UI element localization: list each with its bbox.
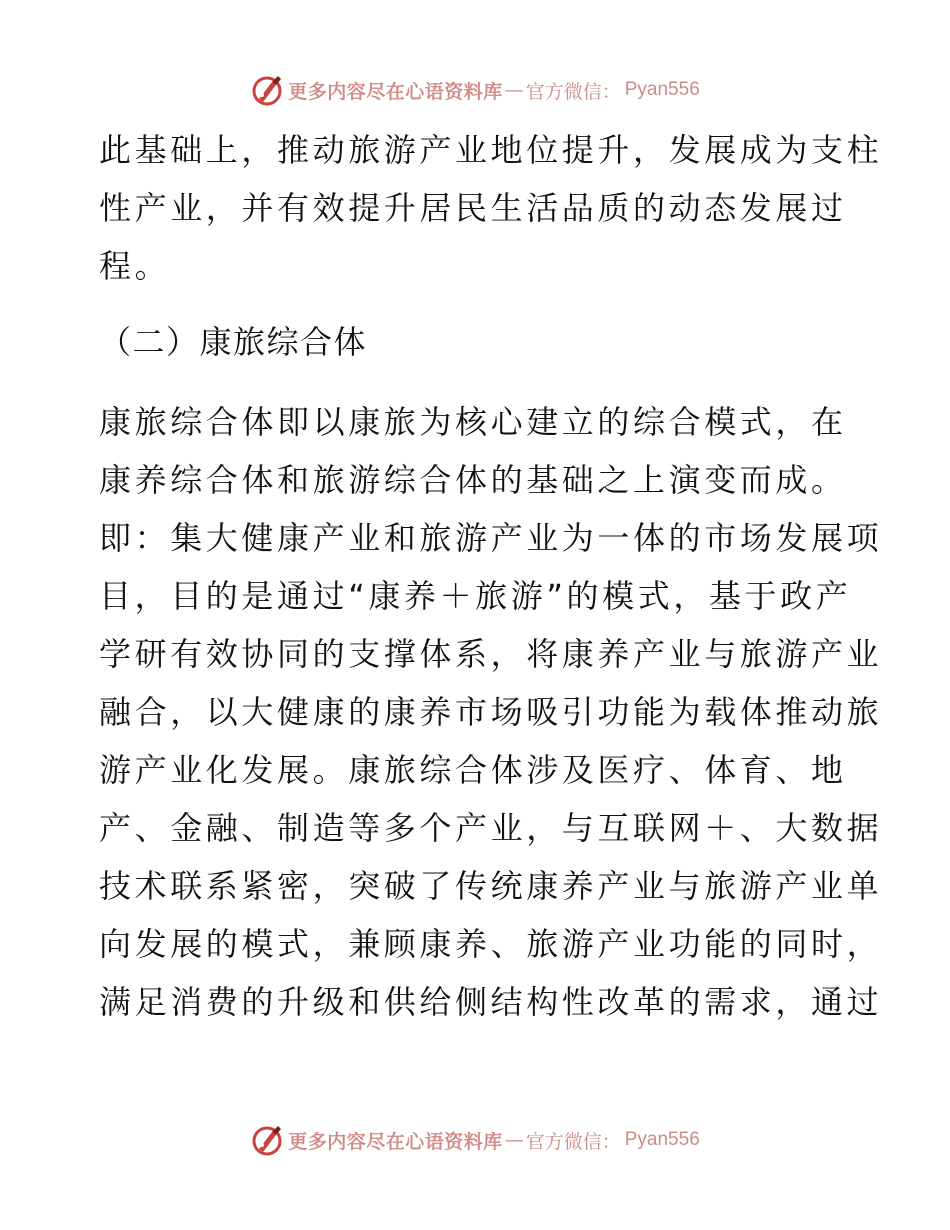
text-line: 康旅综合体即以康旅为核心建立的综合模式，在 bbox=[99, 403, 847, 441]
text-line: 向发展的模式，兼顾康养、旅游产业功能的同时， bbox=[99, 925, 883, 963]
watermark-separator: — bbox=[504, 79, 524, 101]
text-line: 目，目的是通过“康养＋旅游”的模式，基于政产 bbox=[99, 577, 852, 615]
watermark-brand: 更多内容尽在心语资料库 bbox=[288, 1130, 503, 1153]
text-line: 满足消费的升级和供给侧结构性改革的需求，通过 bbox=[99, 983, 883, 1021]
pen-seal-icon bbox=[250, 1123, 284, 1157]
text-line: 融合，以大健康的康养市场吸引功能为载体推动旅 bbox=[99, 693, 883, 731]
watermark-separator: — bbox=[504, 1129, 524, 1151]
watermark-label: 官方微信： bbox=[525, 80, 621, 103]
text-line: 产、金融、制造等多个产业，与互联网＋、大数据 bbox=[99, 809, 883, 847]
document-body bbox=[99, 121, 883, 1031]
text-line: 性产业，并有效提升居民生活品质的动态发展过 bbox=[99, 189, 847, 227]
text-line: 学研有效协同的支撑体系，将康养产业与旅游产业 bbox=[99, 635, 883, 673]
watermark-header bbox=[0, 70, 950, 110]
spacer bbox=[99, 377, 859, 393]
text-line: 技术联系紧密，突破了传统康养产业与旅游产业单 bbox=[99, 867, 883, 905]
watermark-footer bbox=[0, 1120, 950, 1160]
watermark-id: Pyan556 bbox=[624, 79, 700, 100]
text-line: 即：集大健康产业和旅游产业为一体的市场发展项 bbox=[99, 519, 883, 557]
text-line: 康养综合体和旅游综合体的基础之上演变而成。 bbox=[99, 461, 847, 499]
section-heading: （二）康旅综合体 bbox=[99, 323, 368, 361]
text-line: 程。 bbox=[99, 247, 171, 285]
watermark-brand: 更多内容尽在心语资料库 bbox=[288, 80, 503, 103]
watermark-id: Pyan556 bbox=[624, 1129, 700, 1150]
pen-seal-icon bbox=[250, 73, 284, 107]
watermark-label: 官方微信： bbox=[525, 1130, 621, 1153]
text-line: 此基础上，推动旅游产业地位提升，发展成为支柱 bbox=[99, 131, 883, 169]
text-line: 游产业化发展。康旅综合体涉及医疗、体育、地 bbox=[99, 751, 847, 789]
